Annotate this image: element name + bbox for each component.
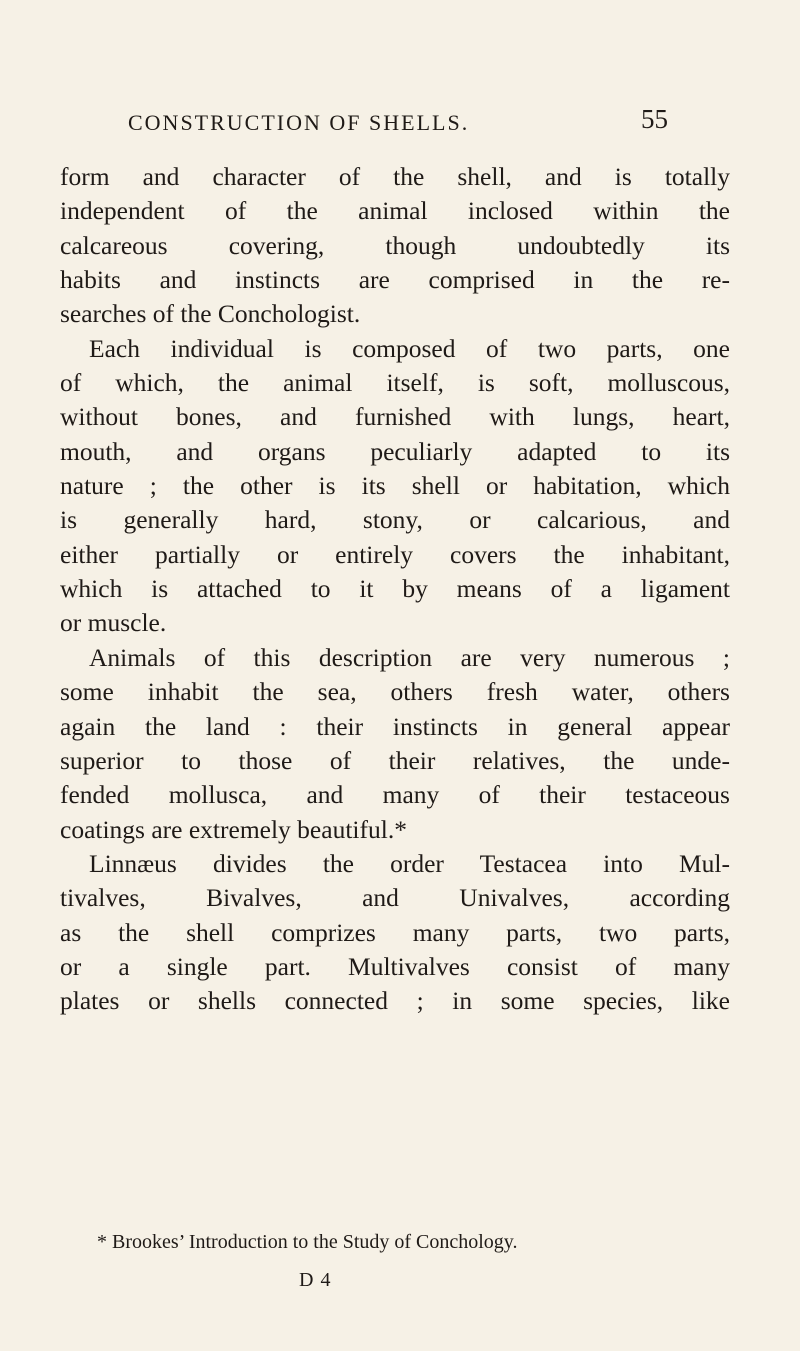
signature-mark: D 4 bbox=[299, 1269, 332, 1291]
text-line: or a single part. Multivalves consist of many bbox=[60, 951, 730, 981]
text-line: calcareous covering, though undoubtedly its bbox=[60, 230, 730, 260]
text-line: or muscle. bbox=[60, 608, 167, 638]
text-line: superior to those of their relatives, the unde- bbox=[60, 745, 730, 775]
text-line: form and character of the shell, and is totally bbox=[60, 162, 730, 191]
text-line: of which, the animal itself, is soft, molluscous, bbox=[60, 368, 730, 398]
page-number: 55 bbox=[641, 104, 668, 134]
text-line: either partially or entirely covers the inhabitant, bbox=[60, 539, 730, 569]
text-line: coatings are extremely beautiful.* bbox=[60, 814, 407, 844]
body-text bbox=[60, 160, 730, 1019]
text-line: as the shell comprizes many parts, two parts, bbox=[60, 917, 730, 947]
text-line: again the land : their instincts in general appear bbox=[60, 711, 730, 741]
text-line: some inhabit the sea, others fresh water, others bbox=[60, 677, 730, 707]
text-line: is generally hard, stony, or calcarious, and bbox=[60, 505, 730, 535]
text-line: mouth, and organs peculiarly adapted to its bbox=[60, 436, 730, 466]
running-head bbox=[128, 104, 668, 144]
footnote: * Brookes’ Introduction to the Study of Conchology. bbox=[97, 1231, 518, 1253]
text-line: Animals of this description are very numerous ; bbox=[89, 642, 730, 672]
text-line: which is attached to it by means of a ligament bbox=[60, 574, 730, 604]
text-line: searches of the Conchologist. bbox=[60, 299, 361, 329]
text-line: nature ; the other is its shell or habitation, which bbox=[60, 471, 730, 501]
text-line: fended mollusca, and many of their testaceous bbox=[60, 780, 730, 810]
text-line: without bones, and furnished with lungs, heart, bbox=[60, 402, 730, 432]
text-line: tivalves, Bivalves, and Univalves, according bbox=[60, 883, 730, 913]
text-line: plates or shells connected ; in some species, like bbox=[60, 986, 730, 1016]
text-line: Each individual is composed of two parts, one bbox=[89, 333, 730, 363]
text-line: Linnæus divides the order Testacea into Mul- bbox=[89, 848, 730, 878]
text-line: independent of the animal inclosed within the bbox=[60, 196, 730, 226]
running-title: CONSTRUCTION OF SHELLS. bbox=[128, 110, 470, 135]
text-line: habits and instincts are comprised in the re- bbox=[60, 265, 730, 295]
